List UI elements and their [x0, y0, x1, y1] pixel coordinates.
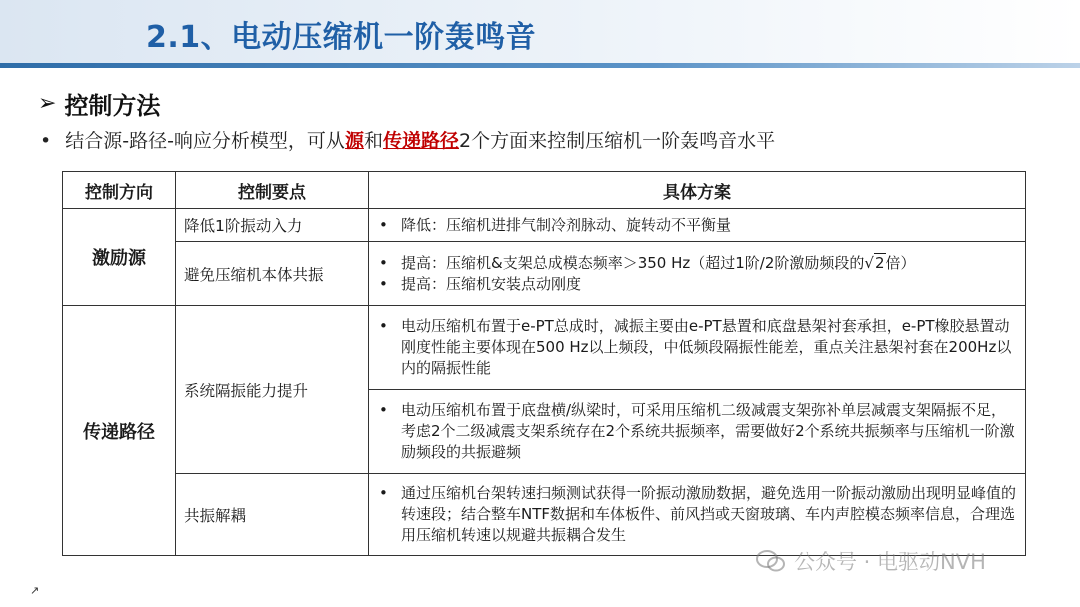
- detail-item: [375, 253, 1017, 274]
- intro-keyword-source: 源: [344, 130, 364, 152]
- title-stripe: [0, 63, 1080, 68]
- watermark: [756, 546, 986, 576]
- page-title: 2.1、电动压缩机一阶轰鸣音: [146, 20, 537, 55]
- watermark-text: 公众号 · 电驱动NVH: [794, 550, 986, 574]
- detail-cell: [369, 209, 1026, 242]
- corner-arrow-icon: ↗: [30, 584, 40, 597]
- header-direction: 控制方向: [63, 172, 176, 209]
- point-cell: 避免压缩机本体共振: [176, 242, 369, 306]
- table-header-row: [63, 172, 1026, 209]
- intro-text-3: 2个方面来控制压缩机一阶轰鸣音水平: [458, 130, 776, 152]
- section-heading: [38, 86, 160, 121]
- intro-keyword-path: 传递路径: [382, 130, 459, 152]
- detail-cell: [369, 390, 1026, 474]
- section-heading-text: 控制方法: [64, 92, 161, 120]
- header-point: 控制要点: [176, 172, 369, 209]
- point-cell: 共振解耦: [176, 474, 369, 556]
- intro-bullet: [40, 126, 775, 153]
- table-row: [63, 242, 1026, 306]
- table-row: [63, 306, 1026, 390]
- detail-item-text: 提高：压缩机&支架总成模态频率＞350 Hz（超过1阶/2阶激励频段的: [401, 253, 865, 272]
- detail-item: • 电动压缩机布置于e-PT总成时，减振主要由e-PT悬置和底盘悬架衬套承担，e-PT橡胶悬置动刚度性能主要体现在500 Hz以上频段，中低频段隔振性能差，重点关注悬架衬套在200Hz以内的隔振性能: [375, 316, 1017, 379]
- table-row: [63, 209, 1026, 242]
- direction-cell-path: 传递路径: [63, 306, 176, 556]
- play-arrow-icon: ➢: [38, 91, 57, 116]
- detail-item-suffix: 倍）: [885, 253, 916, 272]
- bullet-dot: •: [40, 130, 52, 152]
- detail-item: • 通过压缩机台架转速扫频测试获得一阶振动激励数据，避免选用一阶振动激励出现明显峰值的转速段；结合整车NTF数据和车体板件、前风挡或天窗玻璃、车内声腔模态频率信息，合理选用压缩机转速以规避共振耦合发生: [375, 483, 1017, 546]
- direction-cell-source: 激励源: [63, 209, 176, 306]
- detail-item: • 电动压缩机布置于底盘横/纵梁时，可采用压缩机二级减震支架弥补单层减震支架隔振不足，考虑2个二级减震支架系统存在2个系统共振频率，需要做好2个系统共振频率与压缩机一阶激励频段的共振避频: [375, 400, 1017, 463]
- detail-item: • 降低：压缩机进排气制冷剂脉动、旋转动不平衡量: [375, 215, 1017, 236]
- sqrt-expression: [864, 253, 885, 272]
- control-plan-table: [62, 171, 1026, 556]
- table-row: [63, 474, 1026, 556]
- detail-item: • 提高：压缩机安装点动刚度: [375, 274, 1017, 295]
- point-cell: 系统隔振能力提升: [176, 306, 369, 474]
- wechat-icon: [756, 550, 786, 572]
- detail-cell: [369, 242, 1026, 306]
- sqrt-symbol: √: [864, 253, 874, 272]
- detail-cell: [369, 474, 1026, 556]
- intro-text-1: 结合源-路径-响应分析模型，可从: [65, 130, 345, 152]
- intro-text-2: 和: [363, 130, 383, 152]
- header-detail: 具体方案: [369, 172, 1026, 209]
- sqrt-value: 2: [874, 253, 885, 272]
- detail-cell: [369, 306, 1026, 390]
- point-cell: 降低1阶振动入力: [176, 209, 369, 242]
